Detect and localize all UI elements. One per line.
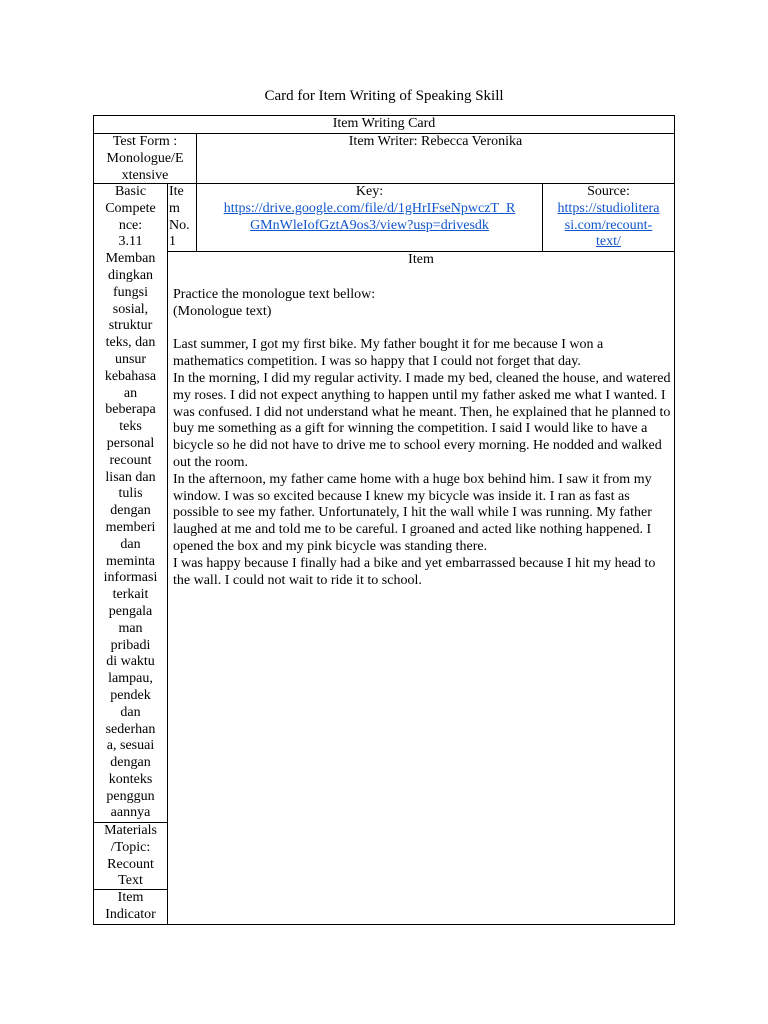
paragraph-1: Last summer, I got my first bike. My father bought it for me because I won a mathematics competition. I was so happy that I could not forget that day. bbox=[173, 337, 604, 370]
item-indicator: Item Indicator bbox=[105, 890, 156, 922]
document-title: Card for Item Writing of Speaking Skill bbox=[264, 88, 504, 104]
item-label: Item bbox=[408, 252, 434, 267]
border-right bbox=[674, 115, 675, 925]
item-writer: Item Writer: Rebecca Veronika bbox=[348, 134, 523, 149]
source-cell bbox=[543, 184, 674, 251]
item-instruction: Practice the monologue text bellow: bbox=[173, 287, 376, 302]
item-writing-card bbox=[93, 115, 675, 925]
item-body bbox=[173, 287, 673, 589]
key-link[interactable]: https://drive.google.com/file/d/1gHrIFseNpwczT_R GMnWleIofGztA9os3/view?usp=drivesdk bbox=[223, 200, 516, 233]
source-label: Source: bbox=[587, 184, 630, 199]
item-subtitle: (Monologue text) bbox=[173, 303, 272, 319]
basic-competence: Basic Compete nce: 3.11 Memban dingkan fungsi sosial, struktur teks, dan unsur kebahasa an beberapa teks personal recount lisan dan tulis dengan memberi dan meminta informasi terkait pengala man pribadi di waktu lampau, pendek dan sederhan a, sesuai dengan konteks penggun aannya bbox=[103, 184, 158, 821]
paragraph-3: In the afternoon, my father came home with a huge box behind him. I saw it from my window. I was so excited because I knew my bicycle was inside it. I ran as fast as possible to see my father. Unfortunately, I hit the wall while I was running. My father laughed at me and told me to be careful. I groaned and acted like nothing happened. I opened the box and my pink bicycle was standing there. bbox=[173, 471, 652, 554]
key-label: Key: bbox=[355, 184, 384, 199]
border-bottom bbox=[93, 924, 675, 925]
paragraph-2: In the morning, I did my regular activity. I made my bed, cleaned the house, and watered my roses. I did not expect anything to happen until my father asked me what I wanted. I was confused. I did not understand what he meant. Then, he explained that he planned to buy me something as a gift for winning the competition. I said I would like to have a bicycle so he did not have to drive me to school every morning. He nodded and walked out the room. bbox=[173, 370, 671, 470]
card-header: Item Writing Card bbox=[332, 116, 436, 131]
item-number: Ite m No. 1 bbox=[169, 184, 190, 250]
border-left-col-lower bbox=[167, 183, 168, 925]
test-form: Test Form : Monologue/E xtensive bbox=[106, 134, 184, 183]
paragraph-4: I was happy because I finally had a bike and yet embarrassed because I hit my head to the wall. I could not wait to ride it to school. bbox=[173, 555, 656, 588]
key-cell bbox=[197, 184, 542, 234]
materials-topic: Materials /Topic: Recount Text bbox=[104, 823, 157, 889]
source-link[interactable]: https://studiolitera si.com/recount- text/ bbox=[557, 200, 660, 250]
